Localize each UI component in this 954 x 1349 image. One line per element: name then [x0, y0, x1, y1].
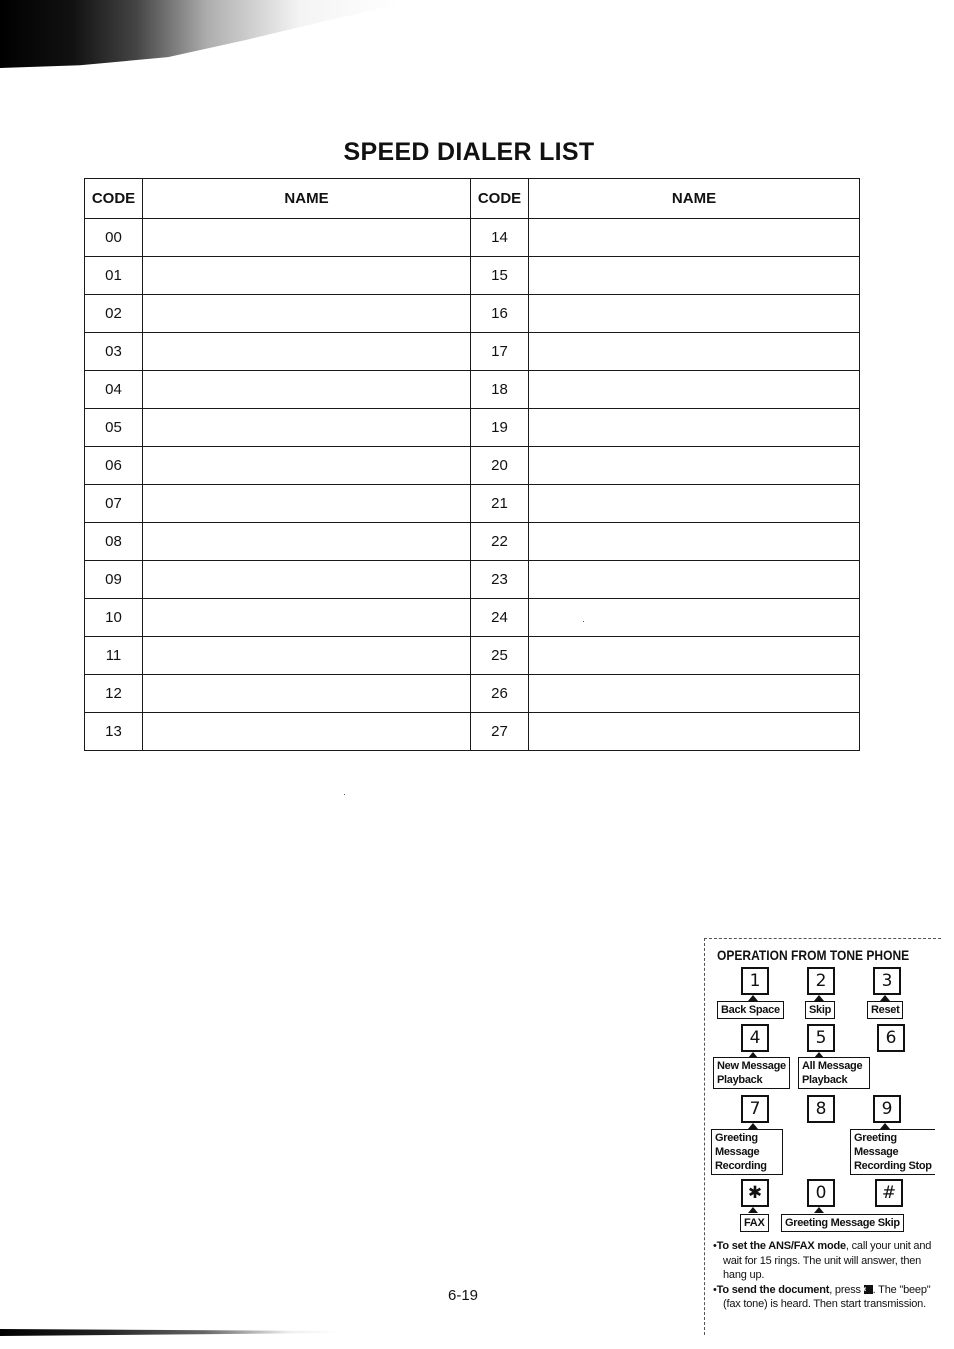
function-skip: Skip: [805, 1001, 835, 1019]
table-row: [85, 675, 860, 713]
code-cell: 08: [85, 523, 143, 561]
scan-speck: [583, 621, 584, 622]
page-number: 6-19: [448, 1287, 479, 1304]
table-row: [85, 371, 860, 409]
speed-dialer-table: [84, 178, 860, 751]
table-header-row: [85, 179, 860, 219]
key-8: 8: [807, 1095, 835, 1123]
fn-line: Playback: [717, 1074, 763, 1086]
table-row: [85, 523, 860, 561]
key-5: 5: [807, 1024, 835, 1052]
table-row: [85, 485, 860, 523]
function-reset: Reset: [867, 1001, 903, 1019]
tone-phone-panel: [704, 938, 941, 1335]
note-ans-fax-mode: •To set the ANS/FAX mode, call your unit and wait for 15 rings. The unit will answer, then hang up.: [713, 1240, 932, 1281]
code-cell: 26: [471, 675, 529, 713]
tone-panel-title: OPERATION FROM TONE PHONE: [717, 947, 910, 963]
fn-line: All Message: [802, 1060, 863, 1072]
function-greeting-message-skip: Greeting Message Skip: [781, 1214, 904, 1232]
function-greeting-recording: [711, 1129, 783, 1175]
code-cell: 10: [85, 599, 143, 637]
name-cell[interactable]: [529, 371, 860, 409]
header-code-left: CODE: [85, 179, 143, 219]
code-cell: 02: [85, 295, 143, 333]
name-cell[interactable]: [143, 675, 471, 713]
table-row: [85, 713, 860, 751]
name-cell[interactable]: [143, 713, 471, 751]
code-cell: 05: [85, 409, 143, 447]
name-cell[interactable]: [143, 561, 471, 599]
name-cell[interactable]: [529, 675, 860, 713]
name-cell[interactable]: [143, 219, 471, 257]
code-cell: 21: [471, 485, 529, 523]
fn-line: Message: [715, 1146, 760, 1158]
name-cell[interactable]: [143, 257, 471, 295]
key-9: 9: [873, 1095, 901, 1123]
function-all-message-playback: [798, 1057, 870, 1089]
fn-line: Playback: [802, 1074, 848, 1086]
scan-edge-bottom: [0, 1326, 340, 1336]
key-hash: #: [875, 1179, 903, 1207]
code-cell: 19: [471, 409, 529, 447]
key-1: 1: [741, 967, 769, 995]
arrow-up-icon: [748, 1207, 758, 1213]
code-cell: 18: [471, 371, 529, 409]
page-title: SPEED DIALER LIST: [343, 138, 595, 166]
code-cell: 04: [85, 371, 143, 409]
name-cell[interactable]: [529, 447, 860, 485]
code-cell: 25: [471, 637, 529, 675]
code-cell: 16: [471, 295, 529, 333]
name-cell[interactable]: [143, 485, 471, 523]
name-cell[interactable]: [529, 333, 860, 371]
code-cell: 13: [85, 713, 143, 751]
fn-line: Recording: [715, 1160, 767, 1172]
function-fax: FAX: [740, 1214, 769, 1232]
name-cell[interactable]: [529, 561, 860, 599]
name-cell[interactable]: [529, 599, 860, 637]
name-cell[interactable]: [143, 371, 471, 409]
table-row: [85, 637, 860, 675]
arrow-up-icon: [814, 1207, 824, 1213]
scan-speck: [344, 794, 345, 795]
key-2: 2: [807, 967, 835, 995]
function-new-message-playback: [713, 1057, 790, 1089]
code-cell: 17: [471, 333, 529, 371]
fn-line: New Message: [717, 1060, 786, 1072]
header-name-right: NAME: [529, 179, 860, 219]
name-cell[interactable]: [143, 637, 471, 675]
table-row: [85, 219, 860, 257]
name-cell[interactable]: [143, 599, 471, 637]
code-cell: 01: [85, 257, 143, 295]
code-cell: 12: [85, 675, 143, 713]
key-4: 4: [741, 1024, 769, 1052]
code-cell: 03: [85, 333, 143, 371]
header-name-left: NAME: [143, 179, 471, 219]
code-cell: 06: [85, 447, 143, 485]
code-cell: 24: [471, 599, 529, 637]
star-key-icon: ✱: [864, 1285, 873, 1294]
name-cell[interactable]: [529, 409, 860, 447]
table-row: [85, 333, 860, 371]
code-cell: 07: [85, 485, 143, 523]
fn-line: Greeting: [854, 1132, 897, 1144]
name-cell[interactable]: [143, 523, 471, 561]
tone-panel-notes: [713, 1239, 939, 1312]
key-0: 0: [807, 1179, 835, 1207]
key-7: 7: [741, 1095, 769, 1123]
name-cell[interactable]: [143, 295, 471, 333]
name-cell[interactable]: [529, 485, 860, 523]
name-cell[interactable]: [529, 257, 860, 295]
name-cell[interactable]: [529, 713, 860, 751]
key-6: 6: [877, 1024, 905, 1052]
code-cell: 00: [85, 219, 143, 257]
table-row: [85, 295, 860, 333]
code-cell: 27: [471, 713, 529, 751]
name-cell[interactable]: [529, 295, 860, 333]
code-cell: 11: [85, 637, 143, 675]
table-row: [85, 599, 860, 637]
key-star: ✱: [741, 1179, 769, 1207]
function-greeting-recording-stop: [850, 1129, 935, 1175]
code-cell: 15: [471, 257, 529, 295]
table-row: [85, 447, 860, 485]
key-3: 3: [873, 967, 901, 995]
fn-line: Recording Stop: [854, 1160, 932, 1172]
code-cell: 09: [85, 561, 143, 599]
table-row: [85, 561, 860, 599]
name-cell[interactable]: [143, 409, 471, 447]
name-cell[interactable]: [143, 333, 471, 371]
scan-edge-top: [0, 0, 400, 68]
header-code-right: CODE: [471, 179, 529, 219]
function-back-space: Back Space: [717, 1001, 784, 1019]
note-send-document: •To send the document, press ✱ . The "beep" (fax tone) is heard. Then start transmission.: [713, 1283, 931, 1310]
code-cell: 20: [471, 447, 529, 485]
name-cell[interactable]: [529, 637, 860, 675]
fn-line: Greeting: [715, 1132, 758, 1144]
code-cell: 23: [471, 561, 529, 599]
code-cell: 22: [471, 523, 529, 561]
name-cell[interactable]: [529, 523, 860, 561]
name-cell[interactable]: [529, 219, 860, 257]
table-row: [85, 409, 860, 447]
name-cell[interactable]: [143, 447, 471, 485]
code-cell: 14: [471, 219, 529, 257]
table-row: [85, 257, 860, 295]
fn-line: Message: [854, 1146, 899, 1158]
